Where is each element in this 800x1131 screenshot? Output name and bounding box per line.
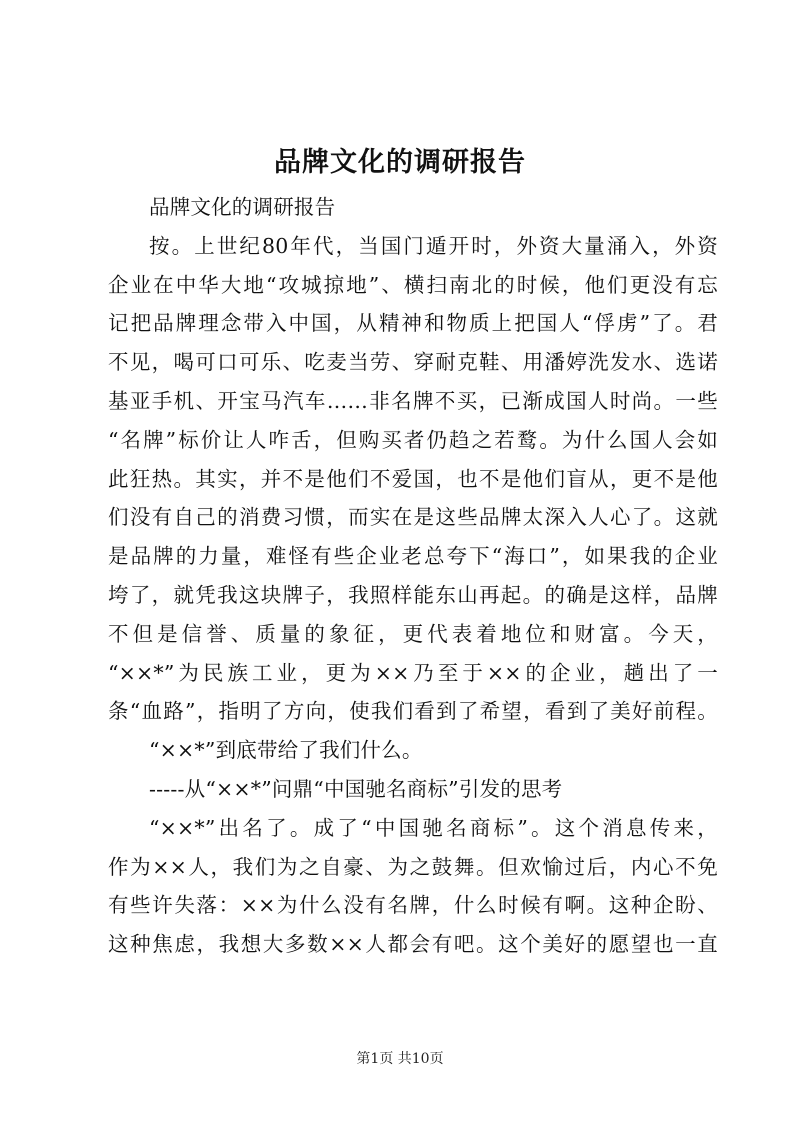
document-title: 品牌文化的调研报告 [274,147,526,178]
text-line: 们没有自己的消费习惯，而实在是这些品牌太深入人心了。这就 [108,505,718,530]
text-line: 企业在中华大地“攻城掠地”、横扫南北的时候，他们更没有忘 [108,272,718,297]
text-line: 有些许失落：××为什么没有名牌，什么时候有啊。这种企盼、 [108,893,718,918]
text-line: 不见，喝可口可乐、吃麦当劳、穿耐克鞋、用潘婷洗发水、选诺 [108,350,718,375]
text-line: 是品牌的力量，难怪有些企业老总夸下“海口”，如果我的企业 [108,544,718,569]
text-line: 这种焦虑，我想大多数××人都会有吧。这个美好的愿望也一直 [108,932,718,957]
document-body [108,188,718,964]
text-line: “××*”到底带给了我们什么。 [149,738,423,763]
text-line: “××*”为民族工业，更为××乃至于××的企业，趟出了一 [108,660,718,685]
text-line: “名牌”标价让人咋舌，但购买者仍趋之若鹜。为什么国人会如 [108,427,718,452]
text-line: 垮了，就凭我这块牌子，我照样能东山再起。的确是这样，品牌 [108,582,718,607]
text-line: 品牌文化的调研报告 [149,195,336,219]
page-footer: 第1页 共10页 [356,1051,444,1067]
text-line: “××*”出名了。成了“中国驰名商标”。这个消息传来， [149,815,718,840]
text-line: 条“血路”，指明了方向，使我们看到了希望，看到了美好前程。 [108,699,718,724]
text-line: 记把品牌理念带入中国，从精神和物质上把国人“俘虏”了。君 [108,311,718,336]
text-line: 基亚手机、开宝马汽车……非名牌不买，已渐成国人时尚。一些 [108,388,718,413]
text-line: 此狂热。其实，并不是他们不爱国，也不是他们盲从，更不是他 [108,466,718,491]
text-line: 按。上世纪80年代，当国门遁开时，外资大量涌入，外资 [149,233,718,258]
text-line: 作为××人，我们为之自豪、为之鼓舞。但欢愉过后，内心不免 [108,854,718,879]
text-line: 不但是信誉、质量的象征，更代表着地位和财富。今天， [108,621,718,646]
text-line: -----从“××*”问鼎“中国驰名商标”引发的思考 [149,776,563,801]
